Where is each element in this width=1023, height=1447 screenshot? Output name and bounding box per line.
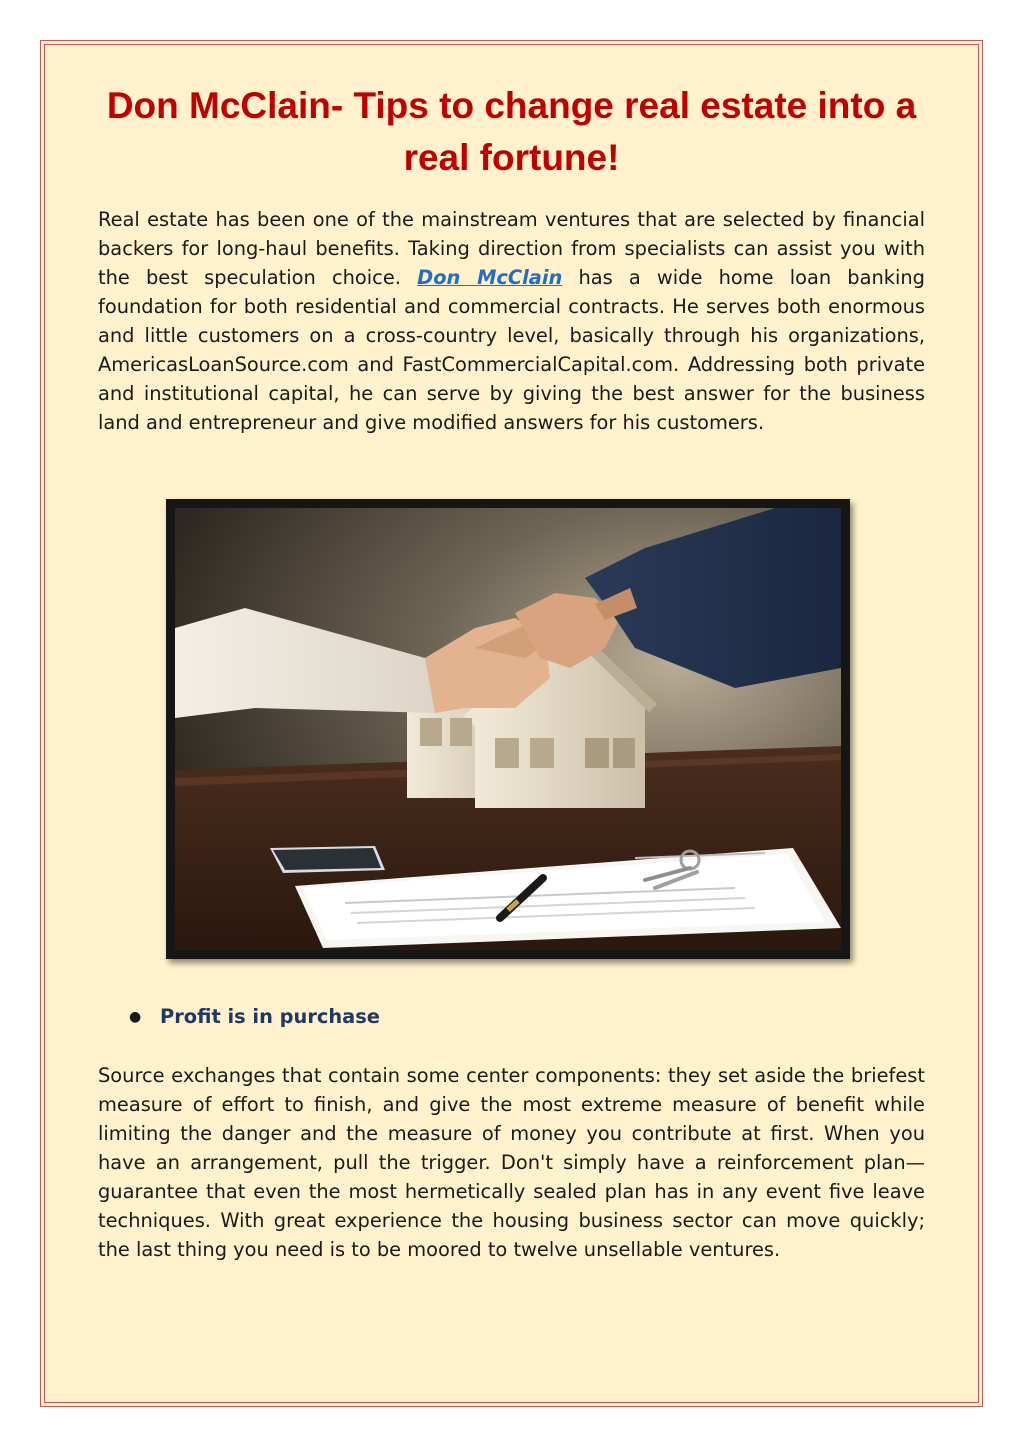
- intro-text-after-link: has a wide home loan banking foundation for both residential and commercial contracts. He serves both enormous and little customers on a cross-country level, basically through his organizations, AmericasLoanSource.com and FastCommercialCapital.com. Addressing both private and institutional capital, he can serve by giving the best answer for the business land and entrepreneur and give modified answers for his customers.: [98, 266, 925, 434]
- body-paragraph: Source exchanges that contain some center components: they set aside the briefest measure of effort to finish, and give the most extreme measure of benefit while limiting the danger and the measure of money you contribute at first. When you have an arrangement, pull the trigger. Don't simply have a reinforcement plan—guarantee that even the most hermetically sealed plan has in any event five leave techniques. With great experience the housing business sector can move quickly; the last thing you need is to be moored to twelve unsellable ventures.: [98, 1064, 925, 1261]
- don-mcclain-link[interactable]: Don McClain: [417, 266, 563, 289]
- intro-text-before-link: Real estate has been one of the mainstream ventures that are selected by financial backers for long-haul benefits. Taking direction from specialists can assist you with the best speculation choice.: [98, 208, 925, 289]
- handshake-photo-frame: [166, 499, 850, 959]
- intro-paragraph: [98, 205, 925, 437]
- bullet-heading: Profit is in purchase: [160, 1005, 380, 1028]
- bullet-icon: ●: [129, 1009, 142, 1025]
- page-title: Don McClain- Tips to change real estate into a real fortune!: [106, 85, 917, 178]
- handshake-house-photo: [175, 508, 841, 950]
